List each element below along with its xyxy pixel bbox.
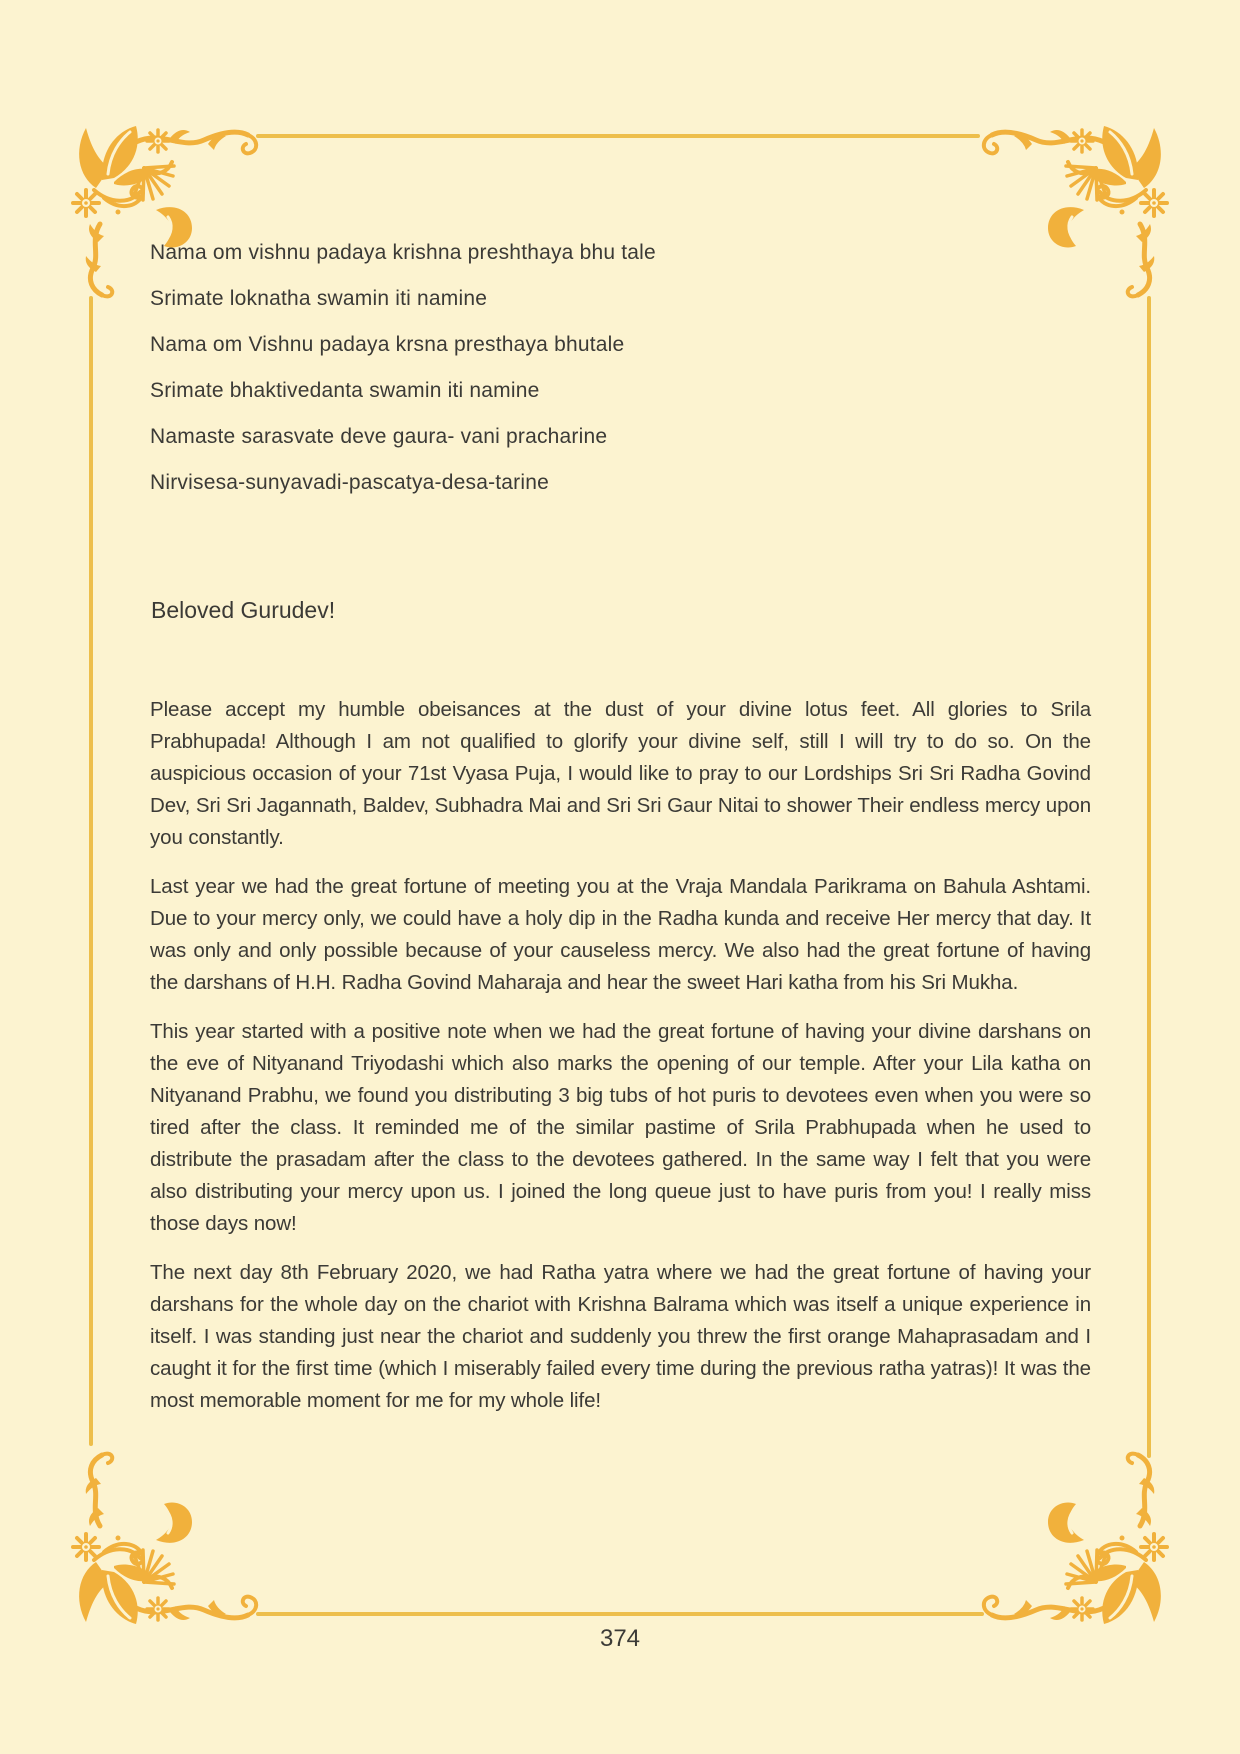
- invocation-line: Nama om Vishnu padaya krsna presthaya bhutale: [150, 333, 625, 356]
- letter-body: [150, 694, 1091, 1434]
- invocation-line: Srimate bhaktivedanta swamin iti namine: [150, 379, 540, 402]
- letter-paragraph: This year started with a positive note when we had the great fortune of having your divine darshans on the eve of Nityanand Triyodashi which also marks the opening of our temple. After your Lila katha on Nityanand Prabhu, we found you distributing 3 big tubs of hot puris to devotees even when you were so tired after the class. It reminded me of the similar pastime of Srila Prabhupada when he used to distribute the prasadam after the class to the devotees gathered. In the same way I felt that you were also distributing your mercy upon us. I joined the long queue just to have puris from you! I really miss those days now!: [150, 1020, 1091, 1235]
- frame-line-top: [256, 134, 980, 138]
- letter-paragraph: Last year we had the great fortune of meeting you at the Vraja Mandala Parikrama on Bahula Ashtami. Due to your mercy only, we could have a holy dip in the Radha kunda and receive Her mercy that day. It was only and only possible because of your causeless mercy. We also had the great fortune of having the darshans of H.H. Radha Govind Maharaja and hear the sweet Hari katha from his Sri Mukha.: [150, 875, 1091, 994]
- invocation-block: [150, 242, 1050, 518]
- invocation-line: Nama om vishnu padaya krishna preshthaya bhu tale: [150, 241, 656, 264]
- corner-ornament-bottom-left-icon: [70, 1444, 260, 1634]
- page-number: 374: [599, 1625, 641, 1652]
- frame-line-right: [1147, 296, 1151, 1458]
- frame-line-left: [89, 296, 93, 1446]
- invocation-line: Srimate loknatha swamin iti namine: [150, 287, 488, 310]
- frame-line-bottom: [256, 1612, 984, 1616]
- corner-ornament-bottom-right-icon: [980, 1444, 1170, 1634]
- salutation: Beloved Gurudev!: [151, 597, 336, 623]
- invocation-line: Nirvisesa-sunyavadi-pascatya-desa-tarine: [150, 471, 550, 494]
- letter-paragraph: The next day 8th February 2020, we had Ratha yatra where we had the great fortune of having your darshans for the whole day on the chariot with Krishna Balrama which was itself a unique experience in itself. I was standing just near the chariot and suddenly you threw the first orange Mahaprasadam and I caught it for the first time (which I miserably failed every time during the previous ratha yatras)! It was the most memorable moment for me for my whole life!: [150, 1261, 1091, 1412]
- letter-paragraph: Please accept my humble obeisances at the dust of your divine lotus feet. All glories to Srila Prabhupada! Although I am not qualified to glorify your divine self, still I will try to do so. On the auspicious occasion of your 71st Vyasa Puja, I would like to pray to our Lordships Sri Sri Radha Govind Dev, Sri Sri Jagannath, Baldev, Subhadra Mai and Sri Sri Gaur Nitai to shower Their endless mercy upon you constantly.: [150, 698, 1091, 849]
- invocation-line: Namaste sarasvate deve gaura- vani pracharine: [150, 425, 608, 448]
